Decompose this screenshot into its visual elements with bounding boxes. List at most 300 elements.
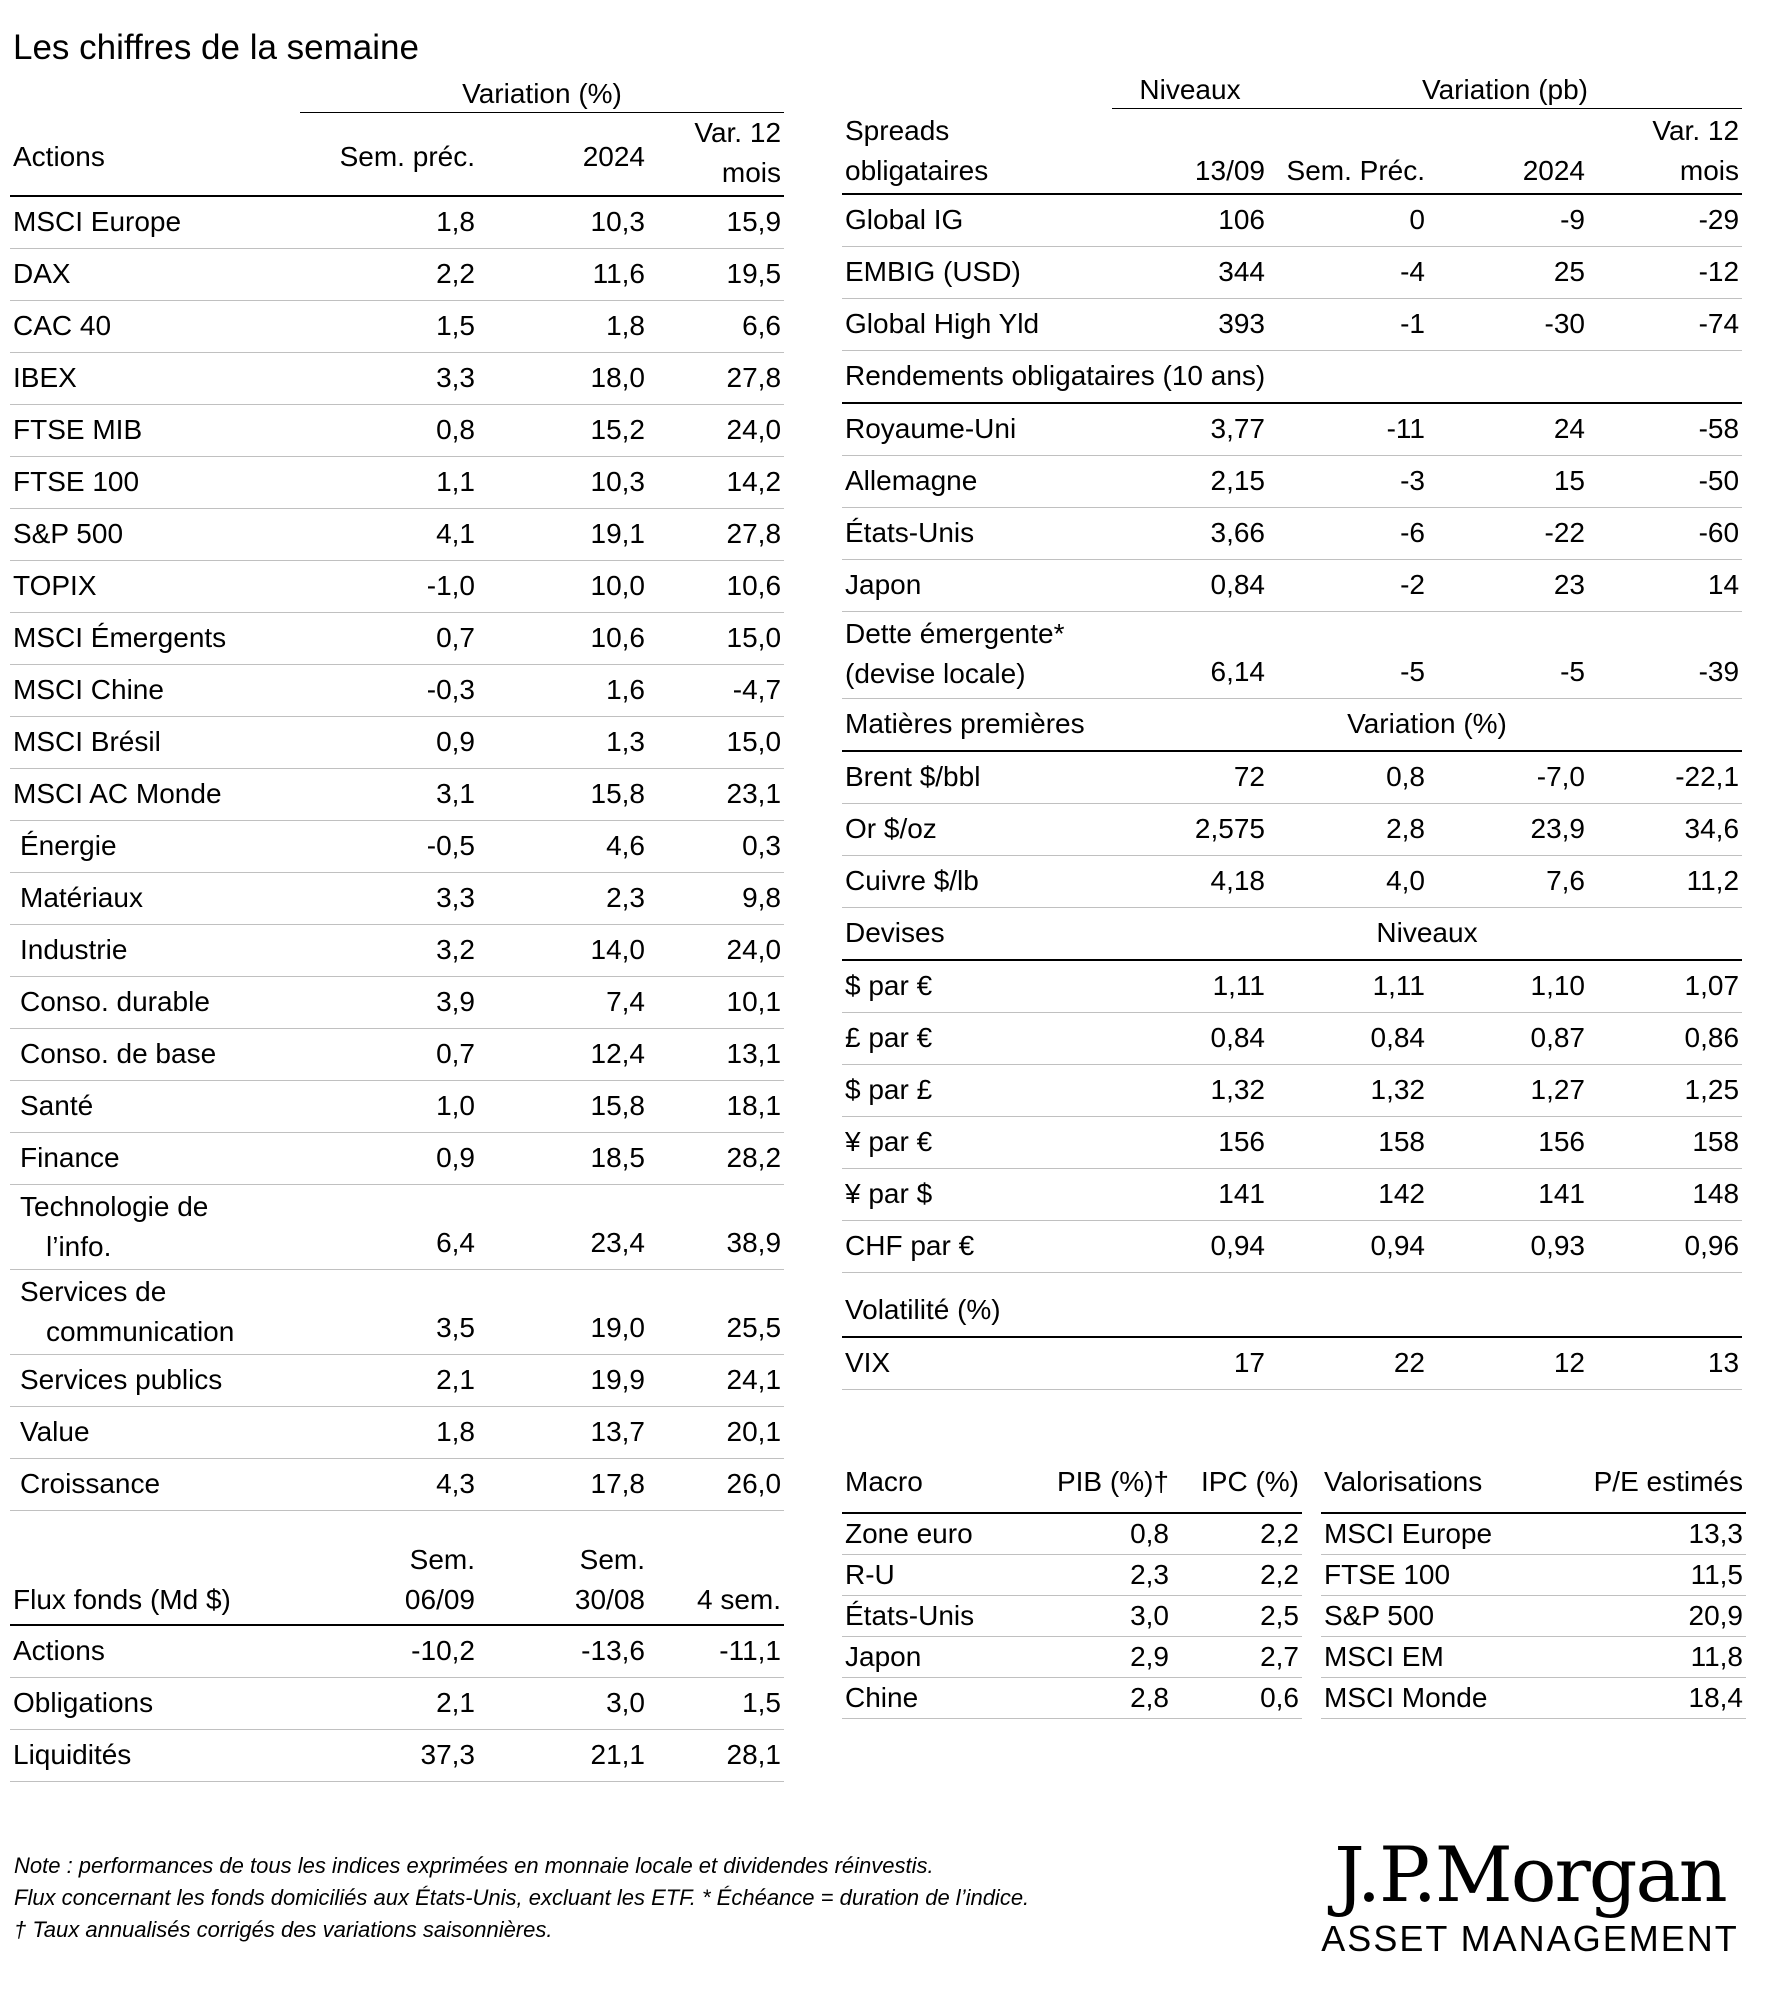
value-cell: 0,84 — [1268, 1012, 1428, 1064]
valuation-name: MSCI Monde — [1321, 1678, 1551, 1719]
value-cell: 0,9 — [300, 1133, 478, 1185]
value-cell: 13,3 — [1551, 1513, 1746, 1555]
vol-title: Volatilité (%) — [842, 1285, 1742, 1337]
value-cell: -3 — [1268, 455, 1428, 507]
value-cell: 10,0 — [478, 561, 648, 613]
table-row — [842, 855, 1742, 907]
value-cell: 20,9 — [1551, 1596, 1746, 1637]
value-cell: 24 — [1428, 403, 1588, 456]
commodities-title: Matières premières — [842, 698, 1112, 751]
value-cell: 34,6 — [1588, 803, 1742, 855]
value-cell: 0,7 — [300, 613, 478, 665]
spreads-header-c1: 13/09 — [1112, 109, 1268, 194]
footnotes — [14, 1850, 1029, 1946]
table-row — [10, 405, 784, 457]
spreads-header-c2: Sem. Préc. — [1268, 109, 1428, 194]
value-cell: 3,3 — [300, 353, 478, 405]
value-cell: 11,6 — [478, 249, 648, 301]
value-cell: 0,94 — [1268, 1220, 1428, 1272]
valuations-table — [1321, 1466, 1746, 1719]
table-row — [10, 977, 784, 1029]
value-cell: 14,0 — [478, 925, 648, 977]
value-cell: 14 — [1588, 559, 1742, 611]
table-row — [1321, 1513, 1746, 1555]
value-cell: 11,8 — [1551, 1637, 1746, 1678]
value-cell: -1 — [1268, 298, 1428, 350]
value-cell: 0,84 — [1112, 1012, 1268, 1064]
value-cell: 15,0 — [648, 613, 784, 665]
table-row — [842, 455, 1742, 507]
flows-header-c3: 4 sem. — [648, 1540, 784, 1625]
flow-name: Actions — [10, 1625, 300, 1678]
equity-name: FTSE 100 — [10, 457, 300, 509]
value-cell: 3,66 — [1112, 507, 1268, 559]
value-cell: 15,9 — [648, 196, 784, 249]
value-cell: 15,8 — [478, 769, 648, 821]
value-cell: 3,9 — [300, 977, 478, 1029]
value-cell: 2,1 — [300, 1678, 478, 1730]
table-row — [842, 246, 1742, 298]
fx-name: £ par € — [842, 1012, 1112, 1064]
value-cell: -22,1 — [1588, 751, 1742, 804]
value-cell: 10,6 — [478, 613, 648, 665]
value-cell: 2,575 — [1112, 803, 1268, 855]
value-cell: 14,2 — [648, 457, 784, 509]
value-cell: 3,2 — [300, 925, 478, 977]
value-cell: 4,6 — [478, 821, 648, 873]
table-row — [10, 1625, 784, 1678]
valuation-name: MSCI Europe — [1321, 1513, 1551, 1555]
equity-name: Matériaux — [10, 873, 300, 925]
value-cell: 10,6 — [648, 561, 784, 613]
equity-name: Finance — [10, 1133, 300, 1185]
value-cell: 1,8 — [300, 1407, 478, 1459]
equity-name: Value — [10, 1407, 300, 1459]
value-cell: -9 — [1428, 194, 1588, 247]
table-row — [10, 1459, 784, 1511]
table-row — [842, 559, 1742, 611]
table-row — [10, 1730, 784, 1782]
value-cell: 141 — [1112, 1168, 1268, 1220]
table-row — [842, 1513, 1302, 1555]
value-cell: -74 — [1588, 298, 1742, 350]
value-cell: 142 — [1268, 1168, 1428, 1220]
equity-name: Technologie de l’info. — [10, 1185, 300, 1270]
table-row — [842, 1064, 1742, 1116]
value-cell: 4,18 — [1112, 855, 1268, 907]
table-row — [10, 249, 784, 301]
value-cell: 2,2 — [1172, 1555, 1302, 1596]
equity-name: Énergie — [10, 821, 300, 873]
value-cell: 1,5 — [300, 301, 478, 353]
equities-header-name: Actions — [10, 113, 300, 197]
value-cell: 12,4 — [478, 1029, 648, 1081]
table-row — [10, 509, 784, 561]
value-cell: -29 — [1588, 194, 1742, 247]
value-cell: 2,1 — [300, 1355, 478, 1407]
table-row — [10, 196, 784, 249]
value-cell: 3,3 — [300, 873, 478, 925]
value-cell: 19,5 — [648, 249, 784, 301]
value-cell: 1,8 — [478, 301, 648, 353]
value-cell: 19,9 — [478, 1355, 648, 1407]
table-row — [10, 1081, 784, 1133]
equity-name: MSCI Émergents — [10, 613, 300, 665]
spreads-header-c4: Var. 12 mois — [1588, 109, 1742, 194]
equity-name: Conso. durable — [10, 977, 300, 1029]
value-cell: -11 — [1268, 403, 1428, 456]
spreads-header-name: Spreads obligataires — [842, 109, 1112, 194]
table-row — [10, 457, 784, 509]
spread-name: Global IG — [842, 194, 1112, 247]
value-cell: -13,6 — [478, 1625, 648, 1678]
value-cell: 0,8 — [1032, 1513, 1172, 1555]
value-cell: 0,6 — [1172, 1678, 1302, 1719]
value-cell: -6 — [1268, 507, 1428, 559]
footnote: † Taux annualisés corrigés des variations saisonnières. — [14, 1917, 553, 1942]
value-cell: 18,5 — [478, 1133, 648, 1185]
table-row — [842, 1220, 1742, 1272]
value-cell: 2,2 — [1172, 1513, 1302, 1555]
value-cell: 0,96 — [1588, 1220, 1742, 1272]
equity-name: MSCI Europe — [10, 196, 300, 249]
table-row: Services de communication 3,5 19,0 25,5 — [10, 1270, 784, 1355]
value-cell: 3,77 — [1112, 403, 1268, 456]
value-cell: -22 — [1428, 507, 1588, 559]
yield-name: Allemagne — [842, 455, 1112, 507]
value-cell: 18,1 — [648, 1081, 784, 1133]
yield-name: Royaume-Uni — [842, 403, 1112, 456]
value-cell: -11,1 — [648, 1625, 784, 1678]
macro-name: Chine — [842, 1678, 1032, 1719]
value-cell: 1,11 — [1112, 960, 1268, 1013]
value-cell: 344 — [1112, 246, 1268, 298]
table-row — [842, 1168, 1742, 1220]
value-cell: 1,32 — [1112, 1064, 1268, 1116]
value-cell: 23,9 — [1428, 803, 1588, 855]
table-row — [1321, 1637, 1746, 1678]
value-cell: 1,27 — [1428, 1064, 1588, 1116]
variation-group-header: Variation (pb) — [1268, 72, 1742, 109]
value-cell: 10,3 — [478, 457, 648, 509]
value-cell: 27,8 — [648, 353, 784, 405]
valuation-name: S&P 500 — [1321, 1596, 1551, 1637]
flows-header-name: Flux fonds (Md $) — [10, 1540, 300, 1625]
flows-table — [10, 1540, 784, 1782]
flow-name: Liquidités — [10, 1730, 300, 1782]
flow-name: Obligations — [10, 1678, 300, 1730]
value-cell: 13,7 — [478, 1407, 648, 1459]
valuations-header-name: Valorisations — [1321, 1466, 1551, 1513]
value-cell: 24,1 — [648, 1355, 784, 1407]
value-cell: 1,8 — [300, 196, 478, 249]
value-cell: 1,25 — [1588, 1064, 1742, 1116]
value-cell: 24,0 — [648, 925, 784, 977]
macro-table — [842, 1466, 1302, 1719]
value-cell: -0,5 — [300, 821, 478, 873]
macro-header-name: Macro — [842, 1466, 1032, 1513]
table-row — [10, 769, 784, 821]
commodity-name: Or $/oz — [842, 803, 1112, 855]
value-cell: 28,2 — [648, 1133, 784, 1185]
value-cell: 1,11 — [1268, 960, 1428, 1013]
value-cell: -30 — [1428, 298, 1588, 350]
value-cell: 72 — [1112, 751, 1268, 804]
value-cell: 2,15 — [1112, 455, 1268, 507]
table-row — [842, 403, 1742, 456]
value-cell: 37,3 — [300, 1730, 478, 1782]
yield-name: Japon — [842, 559, 1112, 611]
value-cell: 23 — [1428, 559, 1588, 611]
value-cell: 18,4 — [1551, 1678, 1746, 1719]
value-cell: 0,8 — [1268, 751, 1428, 804]
value-cell: 2,5 — [1172, 1596, 1302, 1637]
table-row — [10, 1407, 784, 1459]
table-row — [842, 751, 1742, 804]
table-row — [10, 717, 784, 769]
macro-name: États-Unis — [842, 1596, 1032, 1637]
equity-name: CAC 40 — [10, 301, 300, 353]
spread-name: Global High Yld — [842, 298, 1112, 350]
fx-name: $ par £ — [842, 1064, 1112, 1116]
value-cell: -60 — [1588, 507, 1742, 559]
value-cell: 9,8 — [648, 873, 784, 925]
macro-name: R-U — [842, 1555, 1032, 1596]
value-cell: 18,0 — [478, 353, 648, 405]
fx-name: ¥ par € — [842, 1116, 1112, 1168]
value-cell: 15 — [1428, 455, 1588, 507]
equity-name: Croissance — [10, 1459, 300, 1511]
value-cell: 0,9 — [300, 717, 478, 769]
table-row — [10, 353, 784, 405]
page-title: Les chiffres de la semaine — [13, 28, 419, 67]
table-row — [10, 1678, 784, 1730]
footnote: Note : performances de tous les indices exprimées en monnaie locale et dividendes réinvestis. — [14, 1853, 934, 1878]
equity-name: Industrie — [10, 925, 300, 977]
commodities-variation-header: Variation (%) — [1112, 698, 1742, 751]
equities-header-c3: Var. 12 mois — [648, 113, 784, 197]
table-row — [10, 925, 784, 977]
value-cell: 27,8 — [648, 509, 784, 561]
value-cell: -1,0 — [300, 561, 478, 613]
table-row: VIX 17 22 12 13 — [842, 1337, 1742, 1390]
fx-title: Devises — [842, 907, 1112, 960]
table-row: Dette émergente* (devise locale) 6,14 -5 -5 -39 — [842, 611, 1742, 698]
value-cell: 1,3 — [478, 717, 648, 769]
value-cell: 4,1 — [300, 509, 478, 561]
value-cell: 0,87 — [1428, 1012, 1588, 1064]
value-cell: 2,9 — [1032, 1637, 1172, 1678]
value-cell: 0,7 — [300, 1029, 478, 1081]
table-row — [10, 561, 784, 613]
value-cell: 1,5 — [648, 1678, 784, 1730]
value-cell: 11,5 — [1551, 1555, 1746, 1596]
value-cell: 141 — [1428, 1168, 1588, 1220]
equities-table — [10, 76, 784, 1511]
table-row — [842, 1678, 1302, 1719]
macro-name: Zone euro — [842, 1513, 1032, 1555]
value-cell: 0,84 — [1112, 559, 1268, 611]
value-cell: -58 — [1588, 403, 1742, 456]
valuation-name: FTSE 100 — [1321, 1555, 1551, 1596]
valuations-header-pe: P/E estimés — [1551, 1466, 1746, 1513]
table-row — [842, 1116, 1742, 1168]
macro-header-cpi: IPC (%) — [1172, 1466, 1302, 1513]
equity-name: FTSE MIB — [10, 405, 300, 457]
table-row — [842, 960, 1742, 1013]
commodity-name: Brent $/bbl — [842, 751, 1112, 804]
value-cell: 7,6 — [1428, 855, 1588, 907]
value-cell: -0,3 — [300, 665, 478, 717]
value-cell: -12 — [1588, 246, 1742, 298]
value-cell: 0,3 — [648, 821, 784, 873]
value-cell: 2,3 — [478, 873, 648, 925]
table-row — [10, 613, 784, 665]
equity-name: S&P 500 — [10, 509, 300, 561]
value-cell: 3,0 — [1032, 1596, 1172, 1637]
fx-name: CHF par € — [842, 1220, 1112, 1272]
equity-name: MSCI Brésil — [10, 717, 300, 769]
value-cell: 156 — [1428, 1116, 1588, 1168]
value-cell: 393 — [1112, 298, 1268, 350]
table-row — [10, 1133, 784, 1185]
value-cell: 158 — [1268, 1116, 1428, 1168]
table-row — [1321, 1596, 1746, 1637]
value-cell: 11,2 — [1588, 855, 1742, 907]
value-cell: 156 — [1112, 1116, 1268, 1168]
value-cell: 2,8 — [1032, 1678, 1172, 1719]
table-row — [10, 821, 784, 873]
equity-name: MSCI Chine — [10, 665, 300, 717]
value-cell: 1,07 — [1588, 960, 1742, 1013]
value-cell: -10,2 — [300, 1625, 478, 1678]
value-cell: 26,0 — [648, 1459, 784, 1511]
emdebt-name: Dette émergente* (devise locale) — [842, 611, 1112, 698]
yields-title: Rendements obligataires (10 ans) — [842, 350, 1742, 403]
macro-name: Japon — [842, 1637, 1032, 1678]
value-cell: 148 — [1588, 1168, 1742, 1220]
logo-subtitle: ASSET MANAGEMENT — [1321, 1918, 1739, 1959]
equity-name: TOPIX — [10, 561, 300, 613]
value-cell: 24,0 — [648, 405, 784, 457]
value-cell: 19,1 — [478, 509, 648, 561]
macro-header-gdp: PIB (%)† — [1032, 1466, 1172, 1513]
levels-group-header: Niveaux — [1112, 72, 1268, 109]
equities-header-c1: Sem. préc. — [300, 113, 478, 197]
value-cell: 13,1 — [648, 1029, 784, 1081]
table-row: Technologie de l’info. 6,4 23,4 38,9 — [10, 1185, 784, 1270]
equity-name: DAX — [10, 249, 300, 301]
value-cell: 15,2 — [478, 405, 648, 457]
spread-name: EMBIG (USD) — [842, 246, 1112, 298]
table-row — [10, 1029, 784, 1081]
value-cell: 1,32 — [1268, 1064, 1428, 1116]
commodity-name: Cuivre $/lb — [842, 855, 1112, 907]
value-cell: 10,1 — [648, 977, 784, 1029]
value-cell: 2,3 — [1032, 1555, 1172, 1596]
value-cell: 1,6 — [478, 665, 648, 717]
value-cell: 2,7 — [1172, 1637, 1302, 1678]
value-cell: 23,1 — [648, 769, 784, 821]
equity-name: MSCI AC Monde — [10, 769, 300, 821]
value-cell: 1,10 — [1428, 960, 1588, 1013]
table-row — [842, 1012, 1742, 1064]
value-cell: -50 — [1588, 455, 1742, 507]
value-cell: 158 — [1588, 1116, 1742, 1168]
table-row — [842, 803, 1742, 855]
value-cell: 3,1 — [300, 769, 478, 821]
value-cell: 21,1 — [478, 1730, 648, 1782]
value-cell: 0,8 — [300, 405, 478, 457]
table-row — [10, 665, 784, 717]
value-cell: 2,2 — [300, 249, 478, 301]
table-row — [842, 1555, 1302, 1596]
table-row — [1321, 1678, 1746, 1719]
value-cell: -4 — [1268, 246, 1428, 298]
value-cell: 1,0 — [300, 1081, 478, 1133]
table-row — [842, 194, 1742, 247]
value-cell: 15,0 — [648, 717, 784, 769]
value-cell: -2 — [1268, 559, 1428, 611]
value-cell: 0,94 — [1112, 1220, 1268, 1272]
footnote: Flux concernant les fonds domiciliés aux États-Unis, excluant les ETF. * Échéance = duration de l’indice. — [14, 1885, 1030, 1910]
table-row — [10, 301, 784, 353]
value-cell: 20,1 — [648, 1407, 784, 1459]
value-cell: 3,0 — [478, 1678, 648, 1730]
value-cell: -4,7 — [648, 665, 784, 717]
value-cell: 25 — [1428, 246, 1588, 298]
fx-name: $ par € — [842, 960, 1112, 1013]
equity-name: IBEX — [10, 353, 300, 405]
value-cell: 1,1 — [300, 457, 478, 509]
logo-wordmark: J.P.Morgan — [1334, 1830, 1726, 1919]
value-cell: 28,1 — [648, 1730, 784, 1782]
table-row — [842, 507, 1742, 559]
value-cell: 7,4 — [478, 977, 648, 1029]
table-row — [10, 873, 784, 925]
fx-name: ¥ par $ — [842, 1168, 1112, 1220]
equities-group-header: Variation (%) — [300, 76, 784, 113]
value-cell: 0 — [1268, 194, 1428, 247]
equity-name: Services publics — [10, 1355, 300, 1407]
equity-name: Services de communication — [10, 1270, 300, 1355]
flows-header-c1: Sem. 06/09 — [300, 1540, 478, 1625]
table-row — [1321, 1555, 1746, 1596]
value-cell: 0,86 — [1588, 1012, 1742, 1064]
value-cell: 0,93 — [1428, 1220, 1588, 1272]
value-cell: 4,0 — [1268, 855, 1428, 907]
value-cell: 15,8 — [478, 1081, 648, 1133]
spreads-header-c3: 2024 — [1428, 109, 1588, 194]
table-row — [10, 1355, 784, 1407]
value-cell: 10,3 — [478, 196, 648, 249]
markets-table — [842, 72, 1742, 1390]
fx-levels-header: Niveaux — [1112, 907, 1742, 960]
value-cell: 106 — [1112, 194, 1268, 247]
table-row — [842, 1596, 1302, 1637]
flows-header-c2: Sem. 30/08 — [478, 1540, 648, 1625]
value-cell: 4,3 — [300, 1459, 478, 1511]
value-cell: -7,0 — [1428, 751, 1588, 804]
value-cell: 6,6 — [648, 301, 784, 353]
table-row — [842, 1637, 1302, 1678]
yield-name: États-Unis — [842, 507, 1112, 559]
equity-name: Conso. de base — [10, 1029, 300, 1081]
equities-header-c2: 2024 — [478, 113, 648, 197]
equity-name: Santé — [10, 1081, 300, 1133]
value-cell: 17,8 — [478, 1459, 648, 1511]
value-cell: 2,8 — [1268, 803, 1428, 855]
